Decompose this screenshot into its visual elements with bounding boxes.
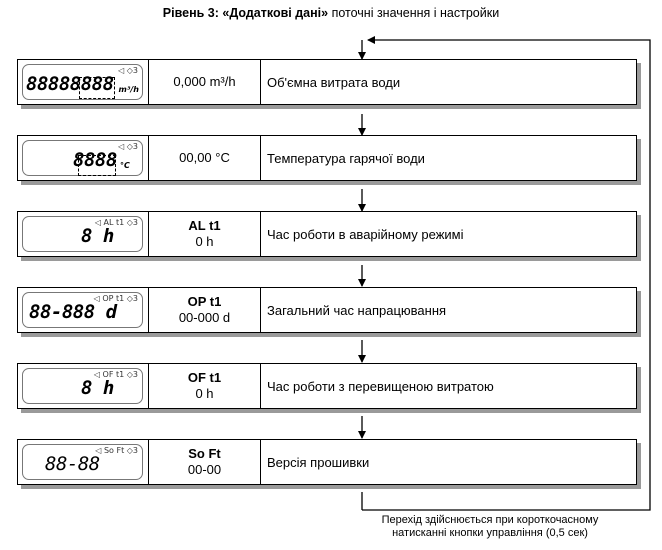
lcd-symbols: ◁ ◇3 [118, 142, 138, 151]
value-cell [149, 60, 261, 104]
value-text: 00-00 [187, 462, 222, 477]
lcd-display [22, 216, 143, 252]
value-text: 0 h [195, 386, 214, 401]
description-cell: Версія прошивки [267, 454, 370, 470]
value-text: 0,000 m³/h [173, 74, 236, 89]
description-cell: Об'ємна витрата води [267, 74, 401, 90]
lcd-cell [18, 136, 149, 180]
row-overflow-time [17, 363, 637, 409]
lcd-display [22, 444, 143, 480]
value-code: So Ft [188, 446, 221, 461]
value-cell [149, 440, 261, 484]
description-cell: Час роботи з перевищеною витратою [267, 378, 494, 394]
value-code: OP t1 [187, 294, 222, 309]
value-cell [149, 136, 261, 180]
lcd-display [22, 368, 143, 404]
lcd-dashed-frame [78, 155, 116, 176]
description-cell: Температура гарячої води [267, 150, 425, 166]
lcd-symbols: ◁ OF t1 ◇3 [93, 370, 138, 379]
value-text: 00-000 d [178, 310, 231, 325]
lcd-digits: 88-888 d [29, 301, 117, 323]
lcd-digits: 88-88 [45, 453, 100, 475]
row-operating-time [17, 287, 637, 333]
value-text: 00,00 °C [179, 150, 230, 165]
description-cell: Час роботи в аварійному режимі [267, 226, 464, 242]
lcd-cell [18, 440, 149, 484]
lcd-digits: 8888 [73, 149, 117, 171]
lcd-symbols: ◁ AL t1 ◇3 [94, 218, 138, 227]
lcd-digits: 88888888 [26, 73, 114, 95]
lcd-symbols: ◁ OP t1 ◇3 [93, 294, 138, 303]
transition-note: Перехід здійснюється при короткочасному натисканні кнопки управління (0,5 сек) [381, 514, 599, 539]
title-level: Рівень 3: «Додаткові дані» [162, 6, 329, 20]
lcd-display [22, 140, 143, 176]
description-cell: Загальний час напрацювання [267, 302, 447, 318]
lcd-digits: 8 h [81, 377, 114, 399]
row-volume-flow [17, 59, 637, 105]
lcd-cell [18, 212, 149, 256]
row-alarm-time [17, 211, 637, 257]
lcd-cell [18, 364, 149, 408]
value-cell [149, 288, 261, 332]
lcd-cell [18, 60, 149, 104]
lcd-cell [18, 288, 149, 332]
row-firmware-version [17, 439, 637, 485]
value-code: AL t1 [188, 218, 221, 233]
lcd-symbols: ◁ ◇3 [118, 66, 138, 75]
lcd-symbols: ◁ So Ft ◇3 [95, 446, 138, 455]
lcd-display [22, 292, 143, 328]
lcd-digits: 8 h [81, 225, 114, 247]
title-subtitle: поточні значення і настройки [328, 6, 500, 20]
lcd-display [22, 64, 143, 100]
value-text: 0 h [195, 234, 214, 249]
value-cell [149, 364, 261, 408]
value-cell [149, 212, 261, 256]
lcd-unit: m³/h [118, 85, 139, 94]
lcd-dashed-frame [79, 77, 115, 99]
lcd-unit: °C [120, 161, 130, 170]
value-code: OF t1 [187, 370, 222, 385]
row-temperature [17, 135, 637, 181]
